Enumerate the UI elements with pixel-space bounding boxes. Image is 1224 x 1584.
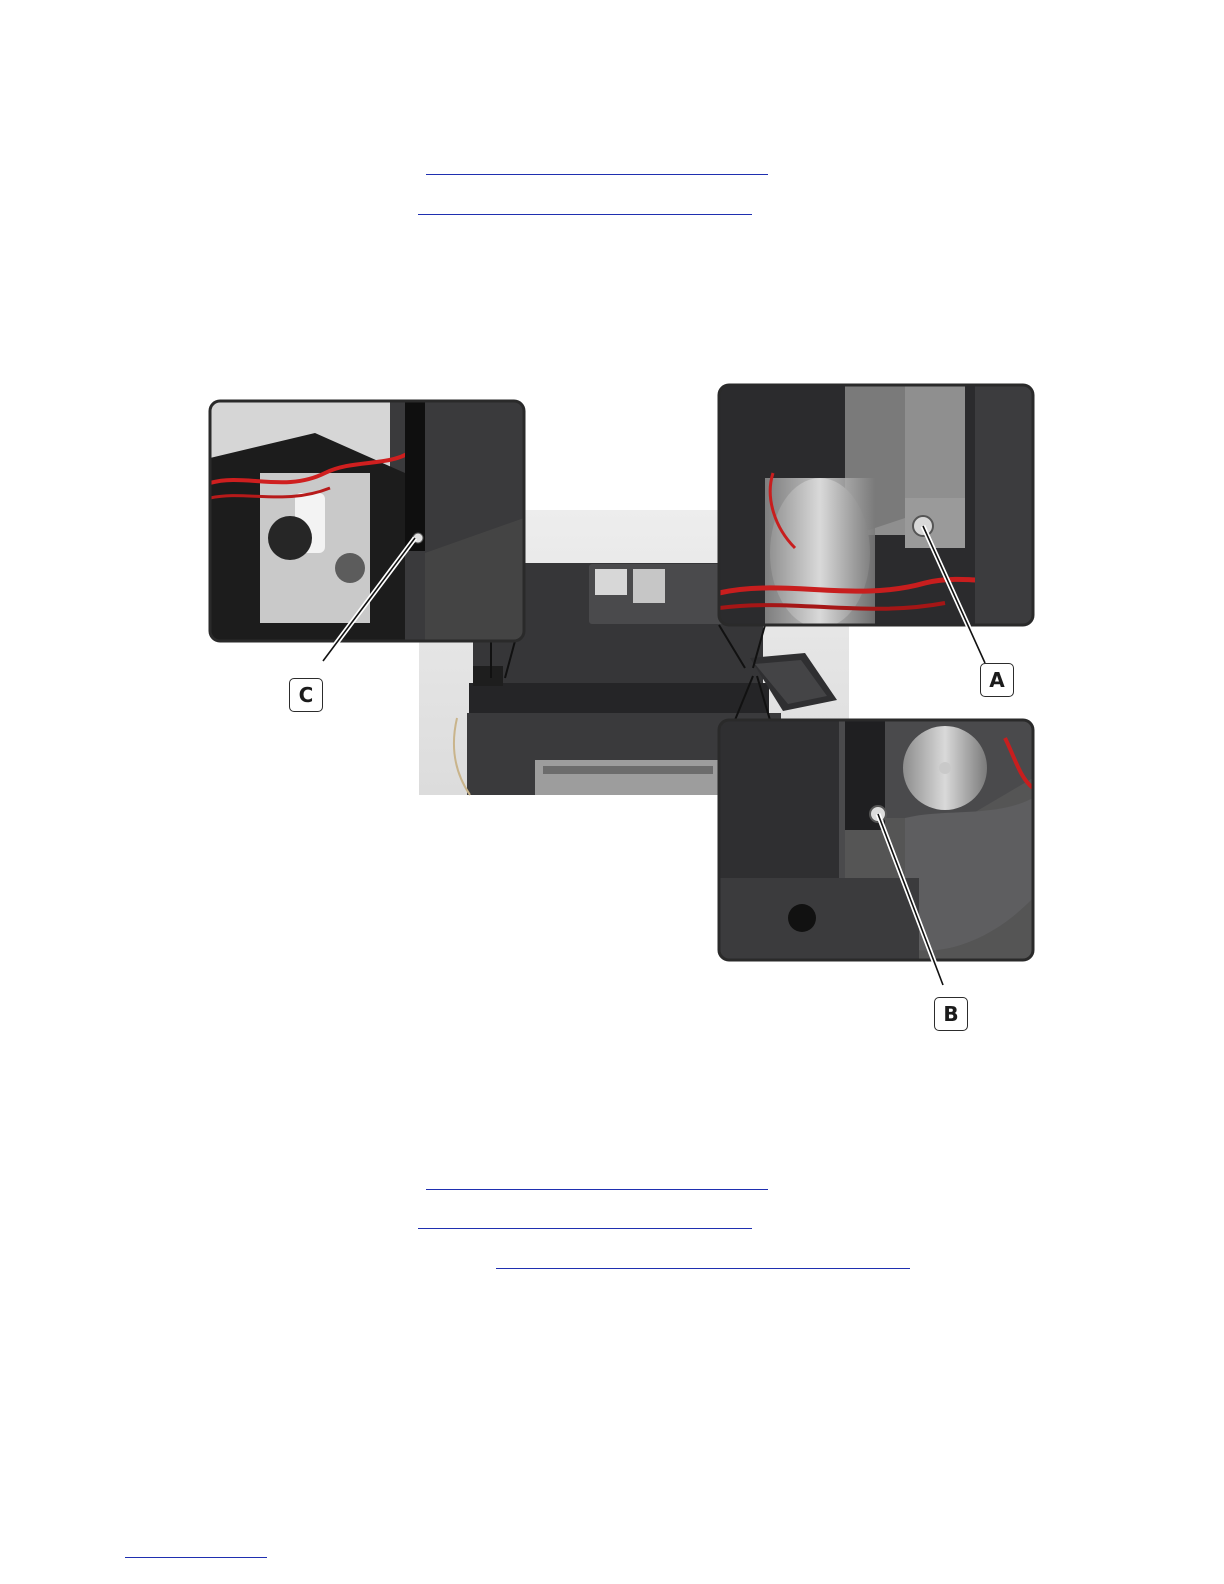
footer-link[interactable] — [125, 1557, 267, 1558]
callout-label-c: C — [289, 678, 323, 712]
top-link-1[interactable] — [426, 174, 768, 175]
bottom-link-1[interactable] — [426, 1189, 768, 1190]
figure-illustration — [205, 378, 1040, 1038]
callout-label-a: A — [980, 663, 1014, 697]
printer-screw-removal-figure — [205, 378, 1040, 1038]
callout-label-b: B — [934, 997, 968, 1031]
inset-photo-a — [719, 385, 1033, 628]
top-link-2[interactable] — [418, 214, 752, 215]
inset-photo-b — [719, 720, 1033, 960]
bottom-link-3[interactable] — [496, 1268, 910, 1269]
bottom-link-2[interactable] — [418, 1228, 752, 1229]
